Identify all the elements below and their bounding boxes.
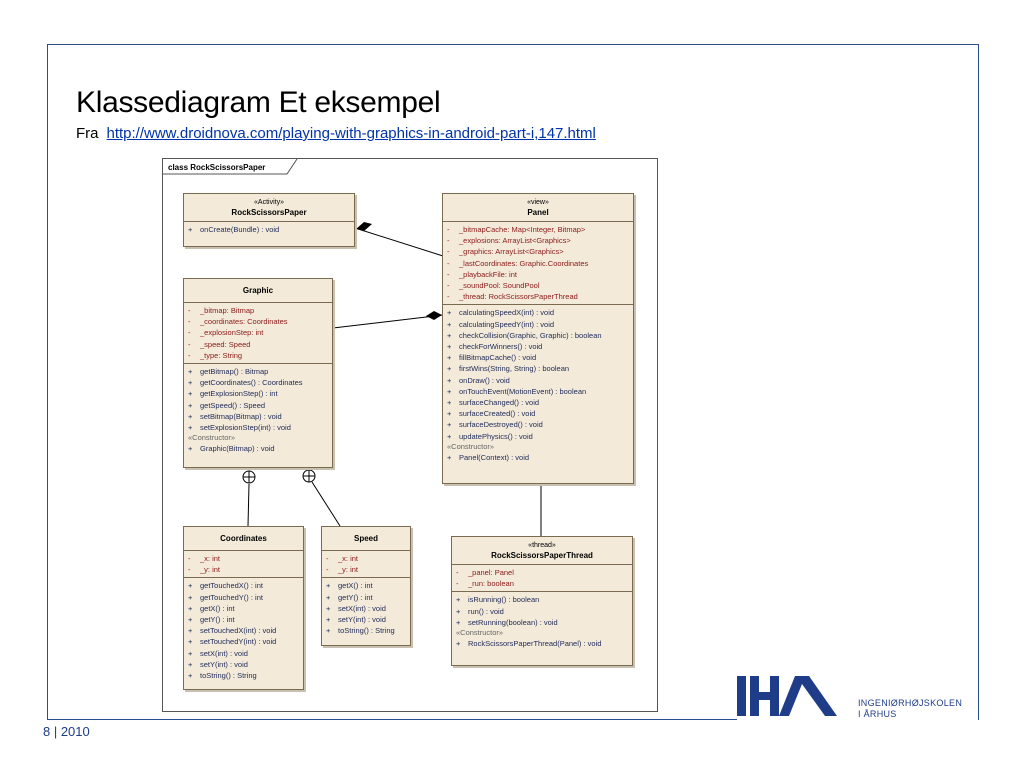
operation-row: + setExplosionStep(int) : void bbox=[188, 423, 291, 433]
class-rock-scissors-paper bbox=[183, 193, 355, 247]
attribute-row: - _x: int bbox=[188, 554, 221, 563]
attributes-section bbox=[443, 222, 633, 305]
slide-title: Klassediagram Et eksempel bbox=[76, 86, 441, 119]
class-name: Speed bbox=[353, 534, 378, 543]
operation-row: + firstWins(String, String) : boolean bbox=[447, 364, 570, 374]
operation-row: + checkCollision(Graphic, Graphic) : boolean bbox=[447, 330, 602, 340]
attributes-section bbox=[452, 565, 632, 592]
class-stereotype: «view» bbox=[527, 199, 549, 206]
class-panel bbox=[442, 193, 634, 484]
attribute-row: - _y: int bbox=[188, 565, 221, 575]
operation-row: + surfaceDestroyed() : void bbox=[447, 420, 543, 430]
constructor-row: + Panel(Context) : void bbox=[447, 452, 530, 462]
operations-section bbox=[443, 305, 633, 465]
operation-row: + setBitmap(Bitmap) : void bbox=[188, 411, 282, 421]
operation-row: + checkForWinners() : void bbox=[447, 342, 543, 352]
operation-row: + getTouchedY() : int bbox=[188, 592, 263, 602]
attribute-row: - _soundPool: SoundPool bbox=[447, 281, 540, 291]
source-link[interactable]: http://www.droidnova.com/playing-with-graphics-in-android-part-i,147.html bbox=[106, 125, 596, 142]
operation-row: + setRunning(boolean) : void bbox=[456, 617, 558, 627]
operation-row: + setX(int) : void bbox=[188, 648, 248, 658]
operation-row: + fillBitmapCache() : void bbox=[447, 353, 537, 363]
class-header bbox=[184, 194, 354, 222]
constructor-stereotype: «Constructor» bbox=[188, 433, 236, 443]
diagram-frame-label: class RockScissorsPaper bbox=[168, 163, 266, 172]
operation-row: + calculatingSpeedY(int) : void bbox=[447, 319, 555, 329]
operation-row: + getCoordinates() : Coordinates bbox=[188, 378, 303, 388]
constructor-stereotype: «Constructor» bbox=[456, 628, 504, 638]
class-name: RockScissorsPaperThread bbox=[491, 551, 593, 560]
operations-section bbox=[184, 222, 354, 237]
operation-row: + toString() : String bbox=[326, 626, 395, 636]
composition-diamond-icon bbox=[356, 222, 372, 231]
operation-row: + getY() : int bbox=[326, 592, 373, 602]
class-rock-scissors-paper-thread bbox=[451, 536, 633, 666]
operation-row: + getTouchedX() : int bbox=[188, 581, 263, 591]
logo-line-1: INGENIØRHØJSKOLEN bbox=[858, 698, 963, 708]
nesting-graphic-speed bbox=[312, 482, 340, 526]
operations-section bbox=[184, 578, 303, 683]
operation-row: + updatePhysics() : void bbox=[447, 431, 533, 441]
class-graphic bbox=[183, 278, 333, 468]
operation-row: + getSpeed() : Speed bbox=[188, 400, 266, 410]
attribute-row: - _explosions: ArrayList<Graphics> bbox=[447, 236, 571, 246]
operation-row: + onTouchEvent(MotionEvent) : boolean bbox=[447, 386, 587, 396]
assoc-graphic-panel bbox=[333, 315, 443, 328]
attribute-row: - _thread: RockScissorsPaperThread bbox=[447, 292, 578, 302]
class-header bbox=[452, 537, 632, 565]
nesting-graphic-coordinates bbox=[248, 484, 249, 526]
operation-row: + setTouchedX(int) : void bbox=[188, 626, 277, 636]
operation-row: + toString() : String bbox=[188, 671, 257, 681]
attribute-row: - _x: int bbox=[326, 554, 359, 563]
attribute-row: - _coordinates: Coordinates bbox=[188, 317, 288, 327]
operation-row: + getBitmap() : Bitmap bbox=[188, 367, 269, 377]
operation-row: + setX(int) : void bbox=[326, 603, 386, 613]
source-prefix: Fra bbox=[76, 125, 99, 142]
class-header bbox=[184, 527, 303, 551]
class-header bbox=[322, 527, 410, 551]
composition-diamond-icon bbox=[426, 311, 442, 320]
attribute-row: - _playbackFile: int bbox=[447, 269, 517, 279]
operations-section bbox=[184, 364, 332, 456]
attribute-row: - _speed: Speed bbox=[188, 339, 251, 349]
operations-section bbox=[322, 578, 410, 638]
attribute-row: - _run: boolean bbox=[456, 579, 514, 589]
attribute-row: - _panel: Panel bbox=[456, 568, 514, 577]
class-stereotype: «thread» bbox=[528, 542, 556, 549]
class-stereotype: «Activity» bbox=[254, 199, 284, 206]
iha-logo bbox=[737, 670, 847, 725]
class-name: Panel bbox=[527, 208, 549, 217]
constructor-row: + RockScissorsPaperThread(Panel) : void bbox=[456, 639, 602, 649]
attributes-section bbox=[322, 551, 410, 578]
operation-row: + onDraw() : void bbox=[447, 375, 510, 385]
class-name: RockScissorsPaper bbox=[231, 208, 307, 217]
operation-row: + onCreate(Bundle) : void bbox=[188, 225, 280, 234]
constructor-stereotype: «Constructor» bbox=[447, 441, 495, 451]
operation-row: + calculatingSpeedX(int) : void bbox=[447, 308, 555, 318]
operation-row: + getY() : int bbox=[188, 615, 235, 625]
operations-section bbox=[452, 592, 632, 651]
page-number: 8 | 2010 bbox=[43, 724, 90, 739]
attribute-row: - _lastCoordinates: Graphic.Coordinates bbox=[447, 258, 589, 268]
operation-row: + surfaceChanged() : void bbox=[447, 398, 540, 408]
operation-row: + getX() : int bbox=[326, 581, 373, 591]
class-name: Graphic bbox=[242, 286, 274, 295]
attribute-row: - _bitmap: Bitmap bbox=[188, 306, 255, 315]
attribute-row: - _bitmapCache: Map<Integer, Bitmap> bbox=[447, 225, 586, 234]
operation-row: + surfaceCreated() : void bbox=[447, 409, 536, 419]
class-speed bbox=[321, 526, 411, 646]
attribute-row: - _graphics: ArrayList<Graphics> bbox=[447, 247, 564, 257]
logo-wordmark bbox=[858, 698, 962, 720]
operation-row: + getX() : int bbox=[188, 603, 235, 613]
attribute-row: - _explosionStep: int bbox=[188, 328, 264, 338]
attributes-section bbox=[184, 303, 332, 364]
operation-row: + setY(int) : void bbox=[326, 615, 386, 625]
class-name: Coordinates bbox=[220, 534, 267, 543]
logo-line-2: I ÅRHUS bbox=[858, 709, 897, 719]
attribute-row: - _type: String bbox=[188, 350, 243, 360]
iha-logo-icon bbox=[737, 670, 847, 720]
operation-row: + setY(int) : void bbox=[188, 659, 248, 669]
attribute-row: - _y: int bbox=[326, 565, 359, 575]
operation-row: + isRunning() : boolean bbox=[456, 595, 540, 605]
assoc-rock-panel bbox=[355, 228, 443, 256]
operation-row: + setTouchedY(int) : void bbox=[188, 637, 277, 647]
class-header bbox=[443, 194, 633, 222]
attributes-section bbox=[184, 551, 303, 578]
class-header bbox=[184, 279, 332, 303]
operation-row: + run() : void bbox=[456, 606, 504, 616]
constructor-row: + Graphic(Bitmap) : void bbox=[188, 444, 275, 454]
class-coordinates bbox=[183, 526, 304, 690]
operation-row: + getExplosionStep() : int bbox=[188, 389, 278, 399]
